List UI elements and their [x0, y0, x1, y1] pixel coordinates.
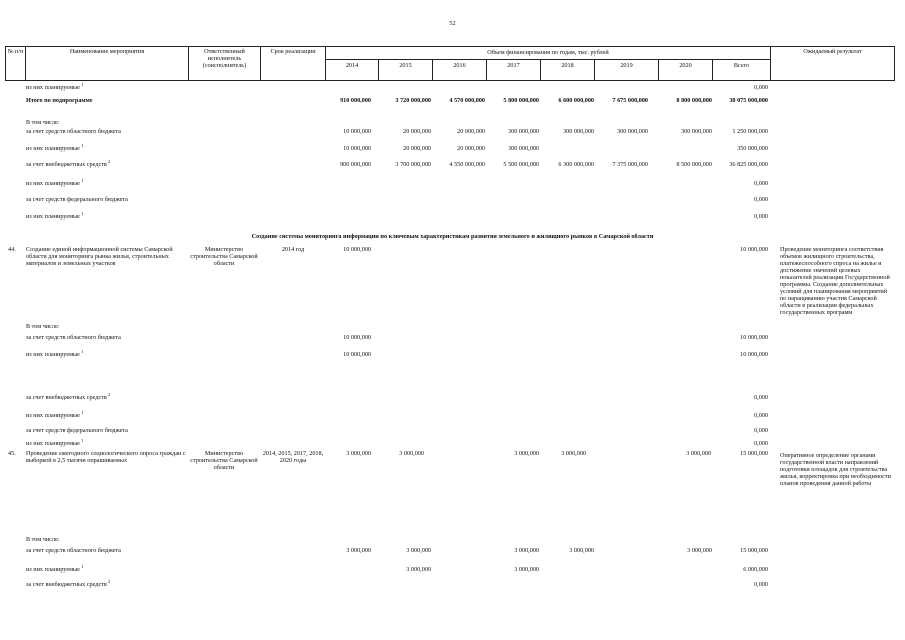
subtotal-row-value-total: 38 075 000,000: [729, 97, 768, 104]
item45-row-label: за счет внебюджетных средств $^2$: [26, 578, 111, 588]
header-year-2019: 2019: [620, 62, 633, 69]
item45-row-label: за счет средств областного бюджета: [26, 547, 121, 554]
item44-row-value-total: 0,000: [754, 440, 768, 447]
item45-executor: Министерство строительства Самарской области: [190, 450, 258, 471]
item45-value-2014: 3 000,000: [346, 450, 371, 457]
item45-row-value-y2018: 3 000,000: [569, 547, 594, 554]
header-year-2014: 2014: [345, 62, 359, 69]
footnote-mark: 2: [106, 578, 111, 584]
subtotal-row-value-total: 0,000: [754, 213, 768, 220]
footnote-mark: 2: [106, 158, 111, 164]
subtotal-row-value-y2015: 20 000,000: [403, 145, 431, 152]
item44-row-value-total: 0,000: [754, 412, 768, 419]
subtotal-row-value-y2018: 6 600 000,000: [558, 97, 594, 104]
subtotal-row-value-total: 0,000: [754, 180, 768, 187]
item45-row-value-y2014: 3 000,000: [346, 547, 371, 554]
header-year-2018: 2018: [561, 62, 574, 69]
item45-result: Оперативное определение органами государственной власти направлений подготовки площадок для строительства жилья, корректировка при необходимости планов проведения данной работы: [780, 452, 891, 487]
item45-row-label: В том числе:: [26, 536, 60, 543]
item44-row-label: за счет внебюджетных средств $^2$: [26, 391, 111, 401]
footnote-mark: 1: [79, 210, 84, 216]
subtotal-row-value-total: 0,000: [754, 196, 768, 203]
subtotal-row-label: за счет средств федерального бюджета: [26, 196, 128, 203]
subtotal-row-value-y2017: 300 000,000: [508, 145, 539, 152]
footnote-mark: 2: [106, 391, 111, 397]
header-year-2016: 2016: [453, 62, 466, 69]
subtotal-row-value-total: 1 250 000,000: [732, 128, 768, 135]
subtotal-row-label: из них планируемые $^1$: [26, 142, 84, 152]
header-year-2020: 2020: [679, 62, 692, 69]
subtotal-row-label: из них планируемые $^1$: [26, 177, 84, 187]
item44-term: 2014 год: [281, 246, 305, 253]
footnote-mark: 1: [79, 563, 84, 569]
subtotal-row-value-y2020: 8 500 000,000: [676, 161, 712, 168]
subtotal-row-value-y2019: 7 375 000,000: [612, 161, 648, 168]
header-funding: Объем финансирования по годам, тыс. рублей: [487, 49, 609, 56]
footnote-mark: 1: [79, 348, 84, 354]
item44-row-value-total: 10 000,000: [740, 334, 768, 341]
subtotal-row-value-y2019: 300 000,000: [617, 128, 648, 135]
subtotal-row-label: Итого по подпрограмме: [26, 97, 93, 104]
header-total: Всего: [733, 62, 750, 69]
item44-executor: Министерство строительства Самарской области: [190, 246, 258, 267]
item44-row-label: В том числе:: [26, 323, 60, 330]
item44-value-2014: 10 000,000: [343, 246, 371, 253]
subtotal-row-label: из них планируемые $^1$: [26, 81, 84, 91]
header-result: Ожидаемый результат: [803, 48, 862, 55]
subtotal-row-value-y2015: 3 700 000,000: [395, 161, 431, 168]
subtotal-row-value-y2018: 6 300 000,000: [558, 161, 594, 168]
footnote-mark: 1: [79, 177, 84, 183]
subtotal-row-label: за счет средств областного бюджета: [26, 128, 121, 135]
item44-row-value-y2014: 10 000,000: [343, 351, 371, 358]
item45-value-2017: 3 000,000: [514, 450, 539, 457]
subtotal-row-value-y2014: 900 000,000: [340, 161, 371, 168]
subtotal-row-value-y2020: 300 000,000: [681, 128, 712, 135]
item45-row-label: из них планируемые $^1$: [26, 563, 84, 573]
page-number: 52: [449, 20, 456, 27]
subtotal-row-value-y2017: 5 800 000,000: [503, 97, 539, 104]
item44-row-label: из них планируемые $^1$: [26, 437, 84, 447]
subtotal-row-value-y2016: 20 000,000: [457, 145, 485, 152]
item45-value-2020: 3 000,000: [686, 450, 711, 457]
section-title: Создание системы мониторинга информации по ключевым характеристикам развития земельного и жилищного рынков в Самарской области: [251, 233, 654, 240]
subtotal-row-value-total: 350 000,000: [737, 145, 768, 152]
subtotal-row-label: из них планируемые $^1$: [26, 210, 84, 220]
item45-term: 2014, 2015, 2017, 2018, 2020 годы: [262, 450, 324, 464]
subtotal-row-label: за счет внебюджетных средств $^2$: [26, 158, 111, 168]
subtotal-row-value-total: 36 825 000,000: [729, 161, 768, 168]
subtotal-row-label: В том числе:: [26, 119, 60, 126]
subtotal-row-value-y2015: 3 720 000,000: [395, 97, 431, 104]
item45-value-2015: 3 000,000: [399, 450, 424, 457]
item44-row-label: из них планируемые $^1$: [26, 348, 84, 358]
item45-name: Проведение ежегодного социологического опроса граждан с выборкой в 2,5 тысячи опрашиваемых: [26, 450, 186, 464]
subtotal-row-value-y2016: 4 550 000,000: [449, 161, 485, 168]
header-year-2015: 2015: [399, 62, 412, 69]
item44-name: Создание единой информационной системы Самарской области для мониторинга рынка жилья, строительных материалов и земельных участков: [26, 246, 173, 267]
item45-value-2018: 3 000,000: [561, 450, 586, 457]
header-term: Срок реализации: [270, 48, 316, 55]
item44-value-total: 10 000,000: [740, 246, 768, 253]
item44-num: 44.: [8, 246, 16, 253]
subtotal-row-value-y2016: 4 570 000,000: [449, 97, 485, 104]
subtotal-row-value-y2016: 20 000,000: [457, 128, 485, 135]
item45-num: 45.: [8, 450, 16, 457]
item44-row-value-total: 0,000: [754, 427, 768, 434]
footnote-mark: 1: [79, 437, 84, 443]
item45-row-value-total: 15 000,000: [740, 547, 768, 554]
item44-row-label: за счет средств областного бюджета: [26, 334, 121, 341]
subtotal-row-value-y2014: 10 000,000: [343, 128, 371, 135]
item45-row-value-y2017: 3 000,000: [514, 566, 539, 573]
item45-value-total: 15 000,000: [740, 450, 768, 457]
item45-row-value-y2015: 3 000,000: [406, 547, 431, 554]
footnote-mark: 1: [79, 409, 84, 415]
subtotal-row-value-total: 0,000: [754, 84, 768, 91]
header-name: Наименование мероприятия: [69, 48, 145, 55]
subtotal-row-value-y2017: 5 500 000,000: [503, 161, 539, 168]
subtotal-row-value-y2018: 300 000,000: [563, 128, 594, 135]
subtotal-row-value-y2019: 7 675 000,000: [612, 97, 648, 104]
header-executor: Ответственный исполнитель (соисполнитель): [202, 48, 247, 69]
footnote-mark: 1: [79, 142, 84, 148]
subtotal-row-value-y2015: 20 000,000: [403, 128, 431, 135]
item45-row-value-total: 6 000,000: [743, 566, 768, 573]
item44-row-value-total: 0,000: [754, 394, 768, 401]
subtotal-row-value-y2020: 8 800 000,000: [676, 97, 712, 104]
item44-result: Проведение мониторинга соответствия объемов жилищного строительства, платежеспособного спроса на жилье и достижение значений целевых показателей реализации Государственной программы. Создание дополнительных условий для планирования мероприятий по наращиванию участия Самарской области в реализации федеральных государственных программ: [780, 246, 890, 316]
item45-row-value-y2020: 3 000,000: [687, 547, 712, 554]
subtotal-row-value-y2014: 10 000,000: [343, 145, 371, 152]
footnote-mark: 1: [79, 81, 84, 87]
header-year-2017: 2017: [507, 62, 520, 69]
item44-row-label: за счет средств федерального бюджета: [26, 427, 128, 434]
item44-row-value-y2014: 10 000,000: [343, 334, 371, 341]
item45-row-value-y2017: 3 000,000: [514, 547, 539, 554]
item44-row-value-total: 10 000,000: [740, 351, 768, 358]
item45-row-value-total: 0,000: [754, 581, 768, 588]
item45-row-value-y2015: 3 000,000: [406, 566, 431, 573]
item44-row-label: из них планируемые $^1$: [26, 409, 84, 419]
subtotal-row-value-y2017: 300 000,000: [508, 128, 539, 135]
header-num: № п/п: [7, 48, 24, 55]
subtotal-row-value-y2014: 910 000,000: [340, 97, 371, 104]
